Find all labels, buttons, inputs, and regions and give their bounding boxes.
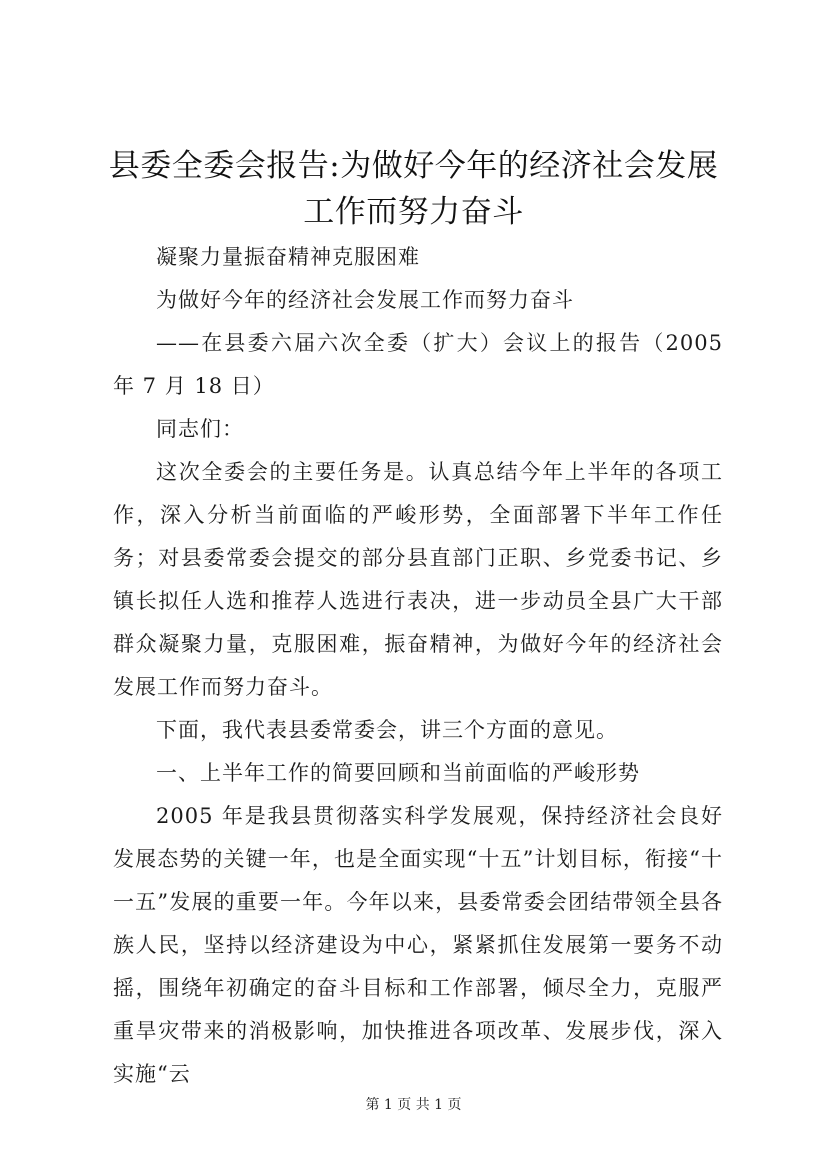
paragraph-2: 下面，我代表县委常委会，讲三个方面的意见。	[156, 718, 618, 742]
subtitle-2: 为做好今年的经济社会发展工作而努力奋斗	[156, 288, 574, 312]
page-footer: 第 1 页 共 1 页	[365, 1097, 462, 1113]
section-heading-1: 一、上半年工作的简要回顾和当前面临的严峻形势	[156, 761, 640, 785]
byline: ——在县委六届六次全委（扩大）会议上的报告（2005 年 7 月 18 日）	[113, 331, 723, 398]
greeting: 同志们：	[156, 417, 244, 441]
document-title-line-2: 工作而努力奋斗	[303, 194, 524, 230]
subtitle-1: 凝聚力量振奋精神克服困难	[156, 245, 420, 269]
document-title-line-1: 县委全委会报告:为做好今年的经济社会发展	[108, 148, 719, 184]
paragraph-3: 2005 年是我县贯彻落实科学发展观，保持经济社会良好发展态势的关键一年，也是全面实现“十五”计划目标，衔接“十一五”发展的重要一年。今年以来，县委常委会团结带领全县各族人民，坚持以经济建设为中心，紧紧抓住发展第一要务不动摇，围绕年初确定的奋斗目标和工作部署，倾尽全力，克服严重旱灾带来的消极影响，加快推进各项改革、发展步伐，深入实施“云	[113, 804, 723, 1086]
paragraph-1: 这次全委会的主要任务是。认真总结今年上半年的各项工作，深入分析当前面临的严峻形势，全面部署下半年工作任务；对县委常委会提交的部分县直部门正职、乡党委书记、乡镇长拟任人选和推荐人选进行表决，进一步动员全县广大干部群众凝聚力量，克服困难，振奋精神，为做好今年的经济社会发展工作而努力奋斗。	[113, 460, 723, 699]
